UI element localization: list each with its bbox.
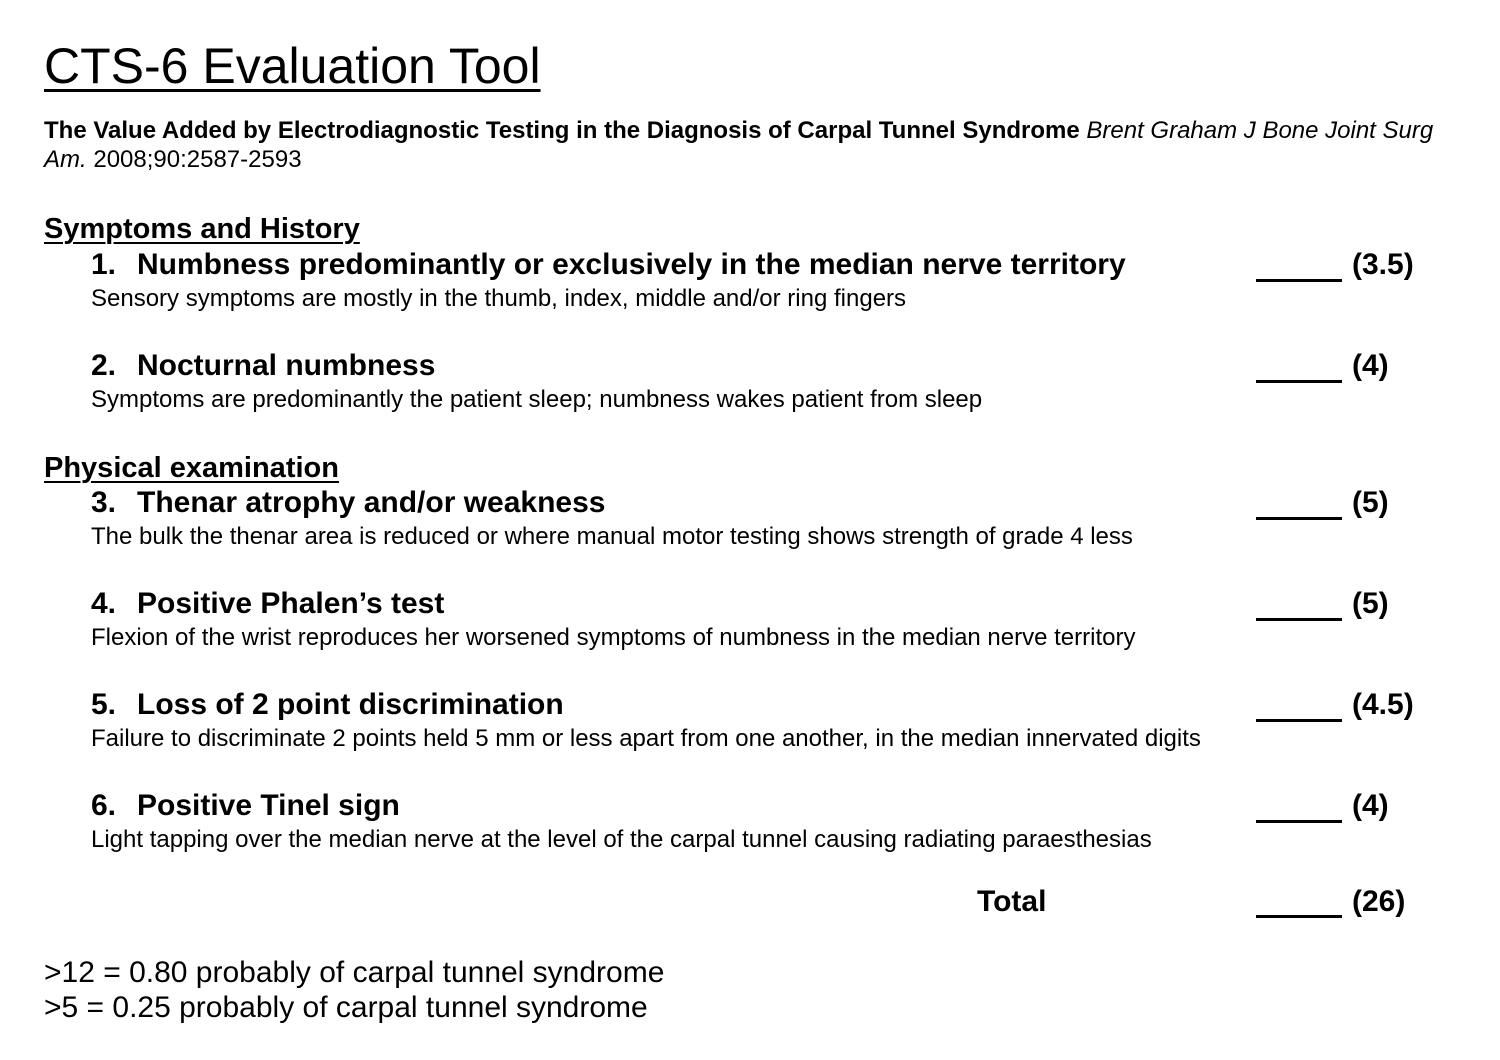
item-4-label: Positive Phalen’s test [137, 587, 445, 620]
item-1-label: Numbness predominantly or exclusively in the median nerve territory [137, 248, 1126, 281]
item-3-score-blank[interactable] [1256, 517, 1342, 520]
item-4-points: (5) [1352, 587, 1389, 620]
item-2-label: Nocturnal numbness [137, 349, 436, 382]
item-6-number: 6. [91, 789, 117, 822]
item-4-number: 4. [91, 587, 117, 620]
item-1-score-blank[interactable] [1256, 279, 1342, 282]
item-3-number: 3. [91, 486, 117, 519]
total-label: Total [977, 885, 1047, 918]
item-6-label: Positive Tinel sign [137, 789, 400, 822]
citation-authors-journal: Brent Graham J Bone Joint Surg Am. [44, 117, 1434, 173]
item-3-description: The bulk the thenar area is reduced or where manual motor testing shows strength of grade 4 less [91, 523, 1133, 550]
item-6-points: (4) [1352, 789, 1389, 822]
item-4-title [91, 586, 444, 622]
item-2-title [91, 348, 435, 384]
item-2-points: (4) [1352, 349, 1389, 382]
article-title: The Value Added by Electrodiagnostic Testing in the Diagnosis of Carpal Tunnel Syndrome [44, 117, 1080, 144]
item-5-points: (4.5) [1352, 688, 1414, 721]
item-6-description: Light tapping over the median nerve at the level of the carpal tunnel causing radiating paraesthesias [91, 826, 1152, 853]
item-1-number: 1. [91, 248, 117, 281]
item-5-score-blank[interactable] [1256, 719, 1342, 722]
item-5-description: Failure to discriminate 2 points held 5 mm or less apart from one another, in the median innervated digits [91, 725, 1201, 752]
item-5-title [91, 687, 564, 723]
item-4-score-blank[interactable] [1256, 618, 1342, 621]
item-1-points: (3.5) [1352, 248, 1414, 281]
item-3-points: (5) [1352, 486, 1389, 519]
item-1-description: Sensory symptoms are mostly in the thumb, index, middle and/or ring fingers [91, 285, 907, 312]
item-6-score-blank[interactable] [1256, 820, 1342, 823]
item-2-score-blank[interactable] [1256, 380, 1342, 383]
item-3-title [91, 485, 605, 521]
citation [44, 116, 1464, 174]
total-score-blank[interactable] [1256, 915, 1342, 918]
total-points: (26) [1352, 885, 1406, 918]
item-1-title [91, 247, 1126, 283]
section-heading-exam: Physical examination [44, 452, 339, 484]
item-2-description: Symptoms are predominantly the patient sleep; numbness wakes patient from sleep [91, 386, 983, 413]
item-4-description: Flexion of the wrist reproduces her worsened symptoms of numbness in the median nerve territory [91, 624, 1136, 651]
item-3-label: Thenar atrophy and/or weakness [137, 486, 606, 519]
interpretation-line-1: >12 = 0.80 probably of carpal tunnel syndrome [44, 956, 665, 989]
item-2-number: 2. [91, 349, 117, 382]
item-5-label: Loss of 2 point discrimination [137, 688, 564, 721]
interpretation-line-2: >5 = 0.25 probably of carpal tunnel syndrome [44, 991, 648, 1024]
section-heading-history: Symptoms and History [44, 213, 360, 245]
item-6-title [91, 788, 400, 824]
page-title: CTS-6 Evaluation Tool [44, 38, 541, 94]
citation-reference: 2008;90:2587-2593 [93, 146, 302, 173]
item-5-number: 5. [91, 688, 117, 721]
